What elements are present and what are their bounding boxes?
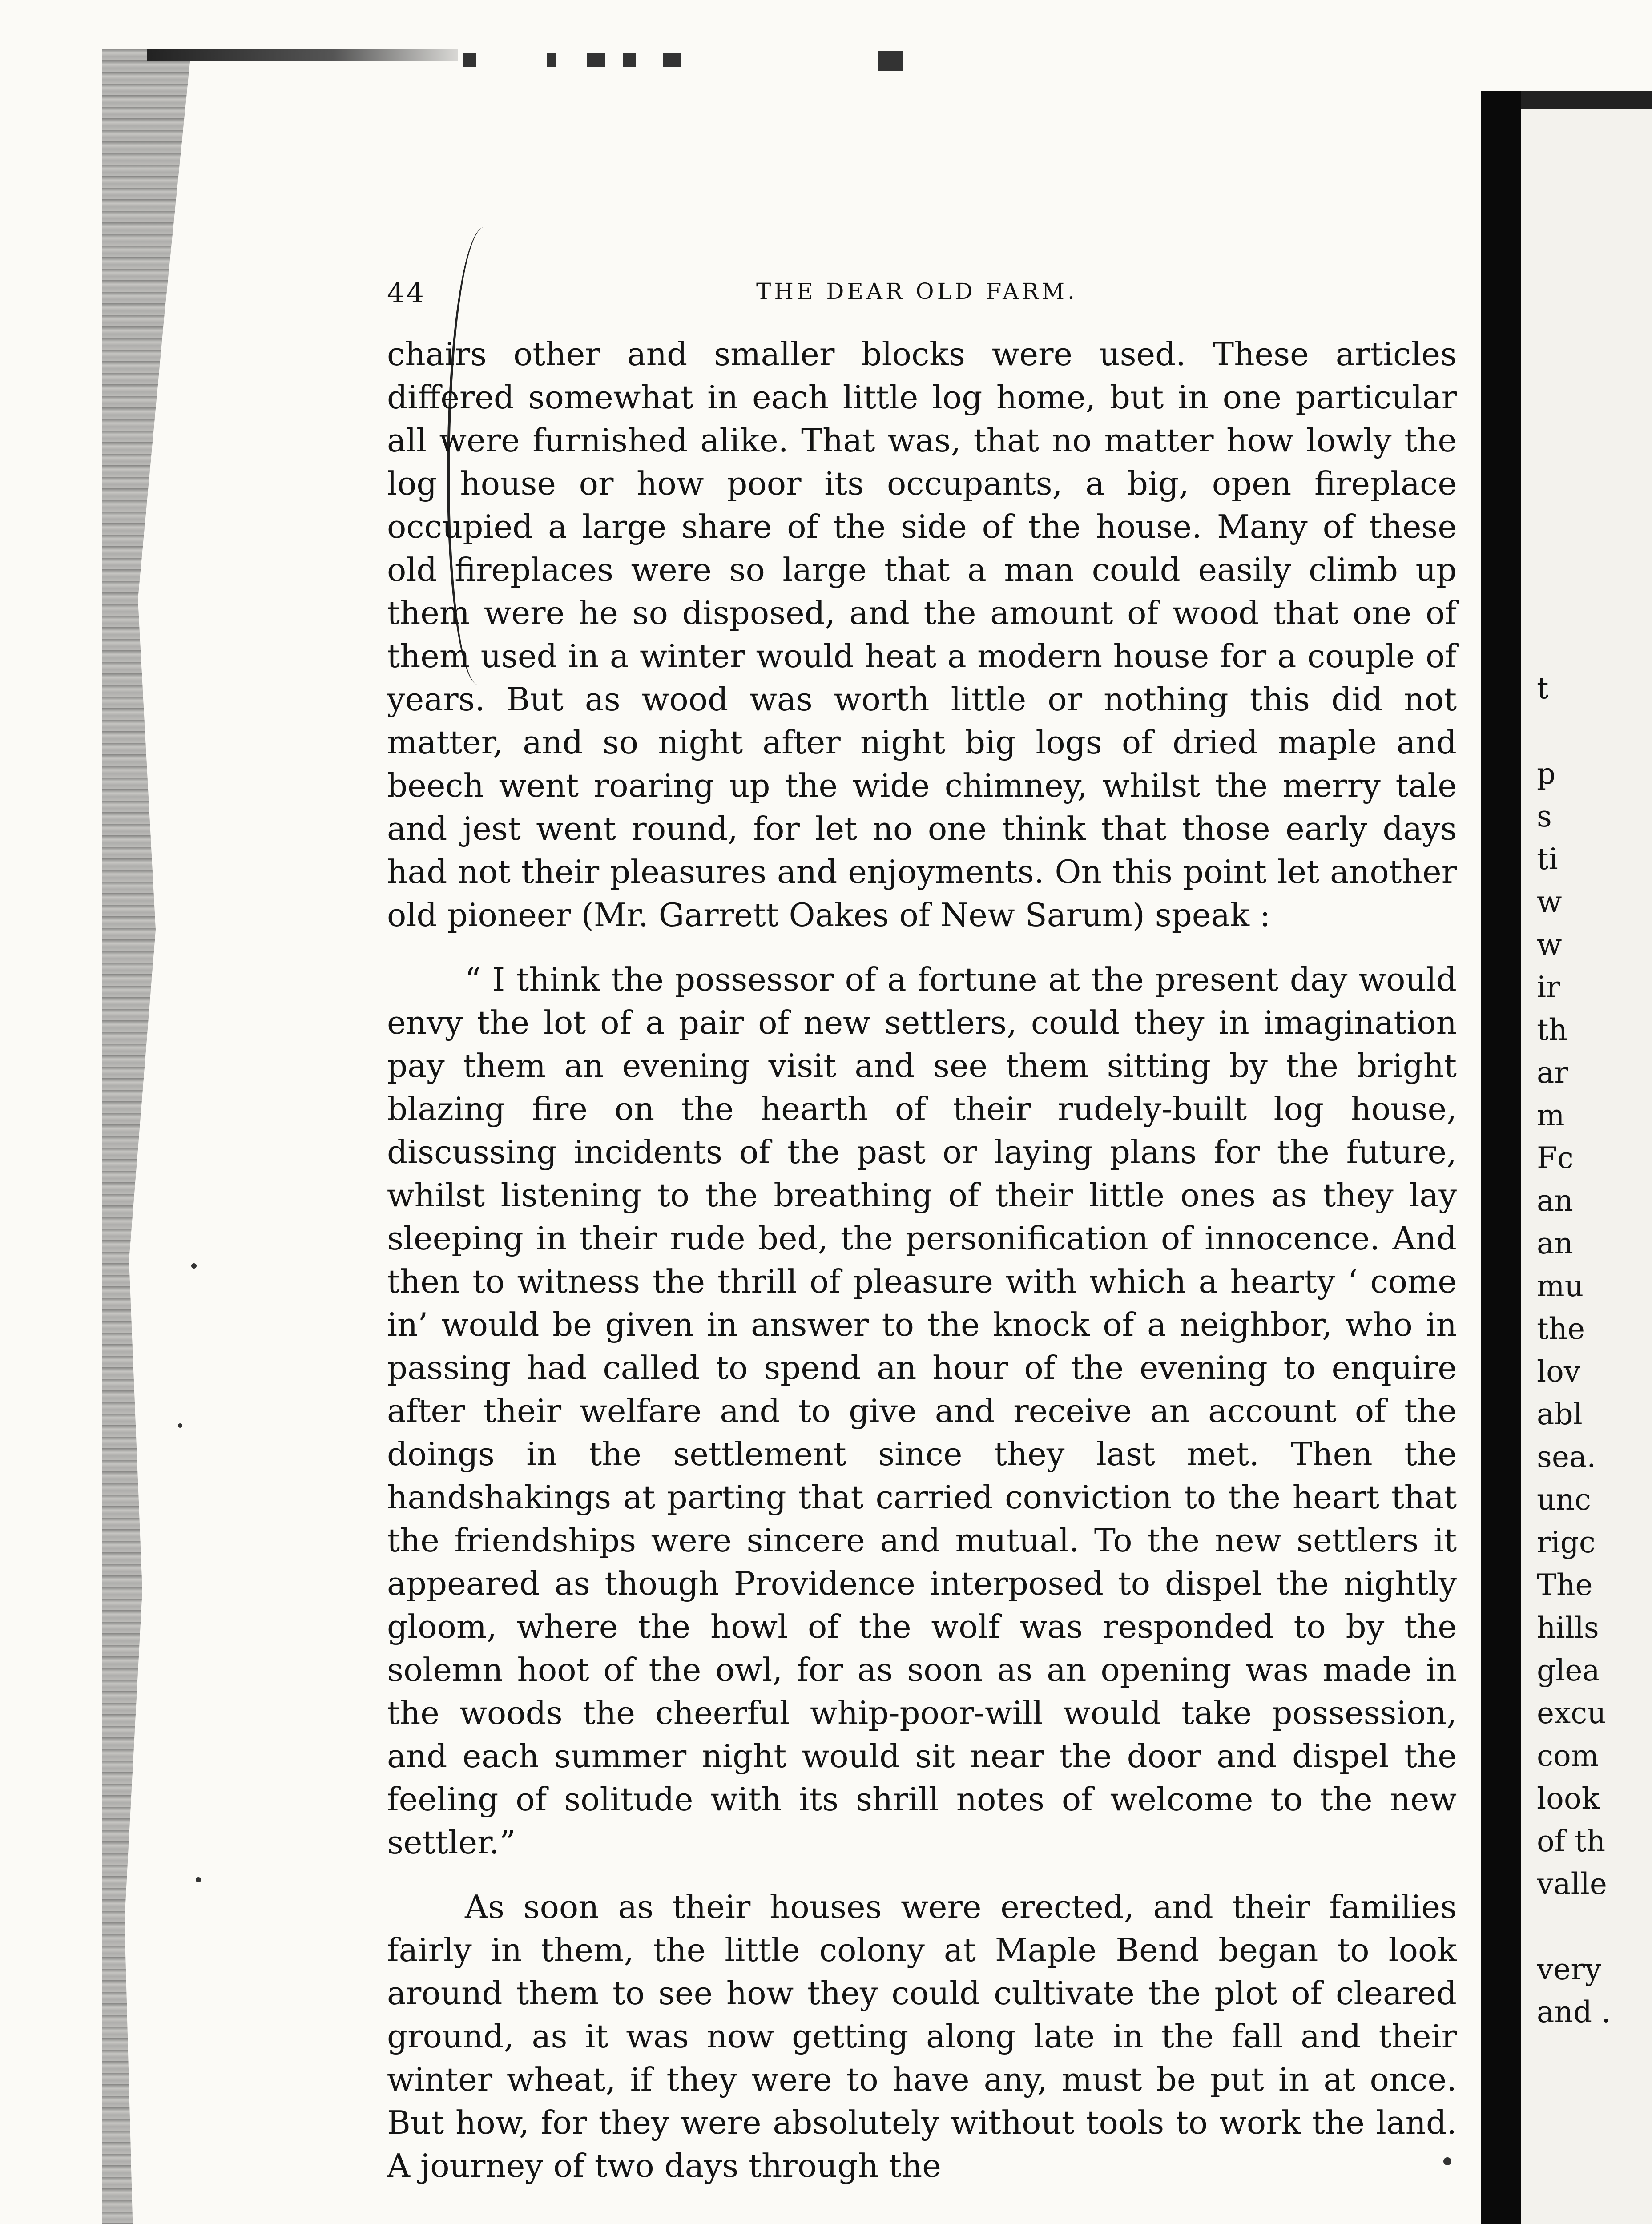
facing-page-fragment: unc — [1537, 1483, 1591, 1517]
facing-page-fragment: sea. — [1537, 1440, 1596, 1474]
facing-page-fragment: excu — [1537, 1696, 1606, 1730]
facing-page-fragment: very — [1537, 1952, 1602, 1986]
facing-page-fragment: and . — [1537, 1995, 1611, 2029]
facing-page-fragment: glea — [1537, 1653, 1600, 1688]
running-head — [387, 277, 1455, 312]
facing-page-fragment: valle — [1537, 1867, 1607, 1901]
body-paragraph: chairs other and smaller blocks were used. These articles differed somewhat in each little log home, but in one particular all were furnished alike. That was, that no matter how lowly the log house or how poor its occupants, a big, open fireplace occupied a large share of the side of the house. Many of these old fireplaces were so large that a man could easily climb up them were he so disposed, and the amount of wood that one of them used in a winter would heat a modern house for a couple of years. But as wood was worth little or nothing this did not matter, and so night after night big logs of dried maple and beech went roaring up the wide chimney, whilst the merry tale and jest went round, for let no one think that those early days had not their pleasures and enjoyments. On this point let another old pioneer (Mr. Garrett Oakes of New Sarum) speak : — [387, 335, 1457, 934]
book-gutter-shadow — [1481, 91, 1521, 2224]
scan-mark — [623, 53, 636, 67]
facing-page-fragment: w — [1537, 927, 1562, 962]
facing-page-fragment: com — [1537, 1739, 1599, 1773]
facing-page-fragment: ir — [1537, 970, 1560, 1004]
facing-page-fragment: p — [1537, 757, 1556, 791]
facing-page-fragment: m — [1537, 1098, 1565, 1132]
facing-page-fragment: rigc — [1537, 1525, 1596, 1559]
facing-page-fragment: an — [1537, 1184, 1573, 1218]
facing-page-fragment: ti — [1537, 842, 1558, 876]
scan-speck — [1443, 2157, 1451, 2165]
scan-edge-shadow — [102, 49, 191, 2224]
scan-mark — [587, 53, 605, 67]
facing-page-fragment: of th — [1537, 1824, 1606, 1858]
scan-mark — [463, 53, 476, 67]
facing-page-fragment: w — [1537, 885, 1562, 919]
facing-page-fragment: lov — [1537, 1354, 1581, 1389]
body-paragraph: As soon as their houses were erected, and their families fairly in them, the little colony at Maple Bend began to look around them to see how they could cultivate the plot of cleared ground, as it was now getting along late in the fall and their winter wheat, if they were to have any, must be put in at once. But how, for they were absolutely without tools to work the land. A journey of two days through the — [387, 1888, 1457, 2184]
facing-page-fragment: mu — [1537, 1269, 1584, 1303]
scan-speck — [178, 1423, 182, 1428]
facing-page-fragment: ar — [1537, 1056, 1568, 1090]
facing-page-text-fragments — [1537, 667, 1648, 2034]
scan-top-edge — [147, 49, 458, 61]
page-body — [387, 333, 1457, 2188]
facing-page-fragment: abl — [1537, 1397, 1583, 1431]
facing-page-fragment: an — [1537, 1226, 1573, 1261]
facing-page-fragment — [1537, 1906, 1648, 1948]
scan-speck — [191, 1263, 197, 1269]
block-quotation: “ I think the possessor of a fortune at the present day would envy the lot of a pair of new settlers, could they in imagination pay them an evening visit and see them sitting by the bright blazing fire on the hearth of their rudely-built log house, discussing incidents of the past or laying plans for the future, whilst listening to the breathing of their little ones as they lay sleeping in their rude bed, the personification of innocence. And then to witness the thrill of pleasure with which a hearty ‘ come in’ would be given in answer to the knock of a neighbor, who in passing had called to spend an hour of the evening to enquire after their welfare and to give and receive an account of the doings in the settlement since they last met. Then the handshakings at parting that carried conviction to the heart that the friendships were sincere and mutual. To the new settlers it appeared as though Providence interposed to dispel the nightly gloom, where the howl of the wolf was responded to by the solemn hoot of the owl, for as soon as an opening was made in the woods the cheerful whip-poor-will would take possession, and each summer night would sit near the door and dispel the feeling of solitude with its shrill notes of welcome to the new settler.” — [387, 961, 1457, 1861]
facing-page-fragment: th — [1537, 1013, 1568, 1047]
scan-mark — [547, 53, 556, 67]
scan-speck — [196, 1877, 201, 1882]
facing-page-fragment: s — [1537, 799, 1552, 834]
facing-page-fragment: t — [1537, 671, 1549, 705]
facing-page-fragment: The — [1537, 1568, 1593, 1602]
facing-page-fragment — [1537, 710, 1648, 753]
page-number: 44 — [387, 277, 426, 309]
facing-page-fragment: the — [1537, 1312, 1585, 1346]
facing-page-fragment: look — [1537, 1781, 1600, 1816]
scan-mark — [878, 51, 903, 71]
facing-page-top-edge — [1521, 91, 1652, 109]
facing-page-fragment: hills — [1537, 1611, 1599, 1645]
page-header-title: THE DEAR OLD FARM. — [756, 278, 1078, 304]
facing-page-fragment: Fc — [1537, 1141, 1574, 1175]
scan-mark — [663, 53, 681, 67]
